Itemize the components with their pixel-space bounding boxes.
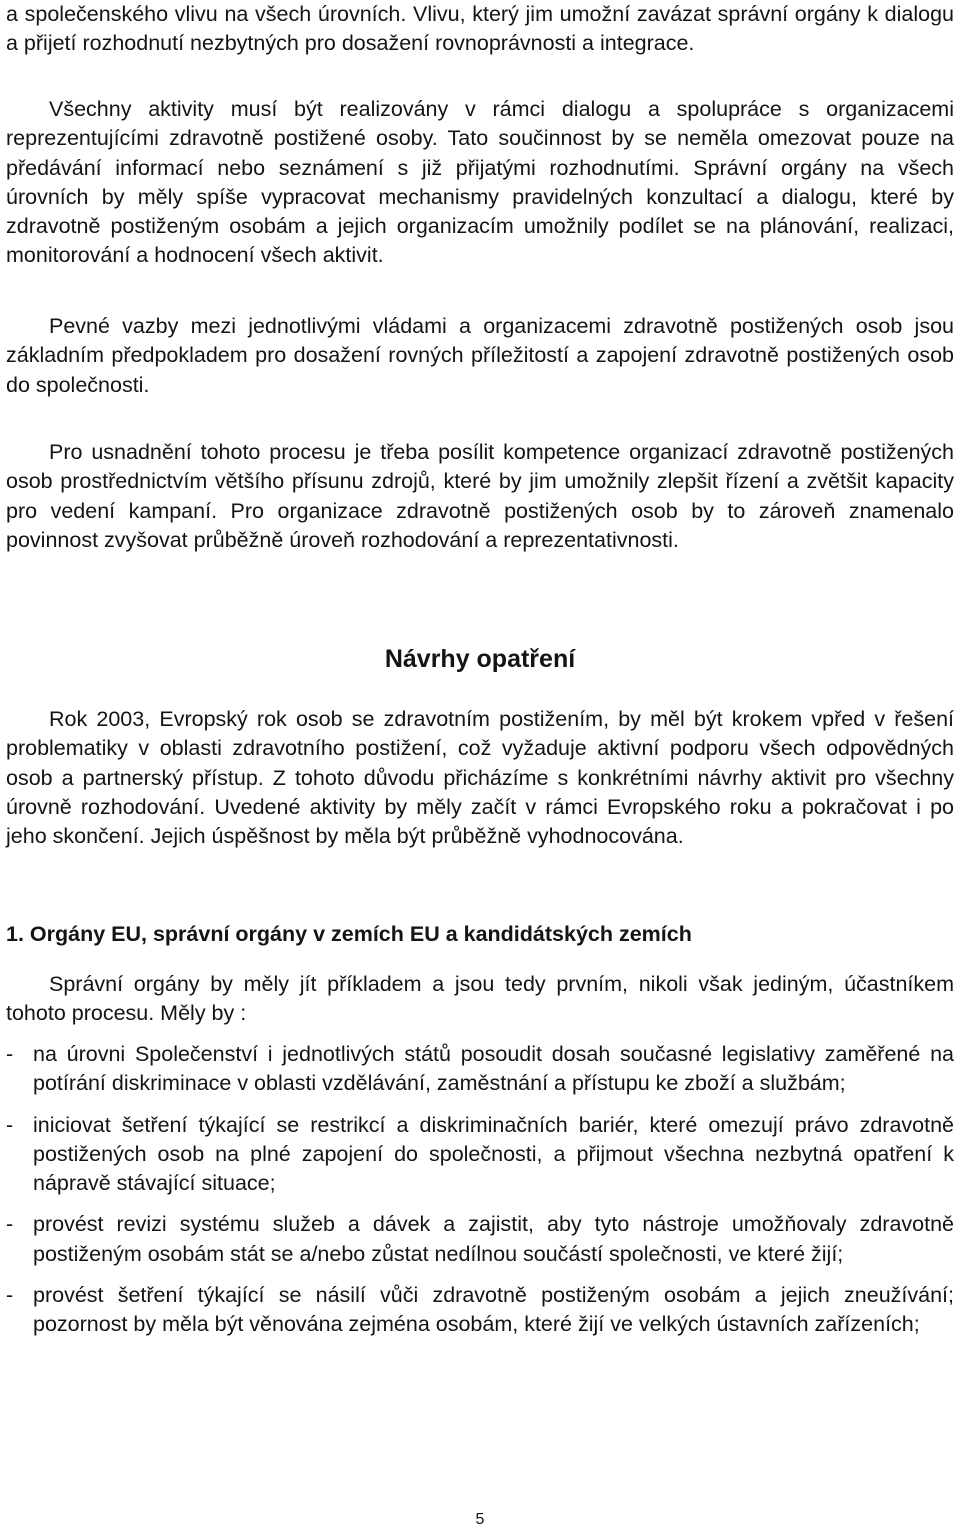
list-item-text: iniciovat šetření týkající se restrikcí a diskriminačních bariér, které omezují právo zdravotně postižených osob na plné zapojení do společnosti, a přijmout všechna nezbytná opatření k nápravě stávající situace;	[33, 1112, 954, 1196]
section-heading: Návrhy opatření	[384, 645, 576, 673]
paragraph-dialogue: Všechny aktivity musí být realizovány v rámci dialogu a spolupráce s organizacemi reprezentujícími zdravotně postižené osoby. Tato součinnost by se neměla omezovat pouze na předávání informací nebo seznámení s již přijatými rozhodnutími. Správní orgány na všech úrovních by měly spíše vypracovat mechanismy pravidelných konzultací a dialogu, které by zdravotně postiženým osobám a jejich organizacím umožnily podílet se na plánování, realizaci, monitorování a hodnocení všech aktivit.	[6, 97, 954, 268]
list-dash: -	[6, 1283, 14, 1308]
paragraph-authorities: Správní orgány by měly jít příkladem a jsou tedy prvním, nikoli však jediným, účastníkem tohoto procesu. Měly by :	[6, 972, 954, 1026]
paragraph-competences: Pro usnadnění tohoto procesu je třeba posílit kompetence organizací zdravotně postižených osob prostřednictvím většího přísunu zdrojů, které by jim umožnily zlepšit řízení a zvětšit kapacity pro vedení kampaní. Pro organizace zdravotně postižených osob by to zároveň znamenalo povinnost zvyšovat průběžně úroveň rozhodování a reprezentativnosti.	[6, 440, 954, 552]
paragraph-year-2003: Rok 2003, Evropský rok osob se zdravotním postižením, by měl být krokem vpřed v řešení problematiky v oblasti zdravotního postižení, což vyžaduje aktivní podporu všech odpovědných osob a partnerský přístup. Z tohoto důvodu přicházíme s konkrétními návrhy aktivit pro všechny úrovně rozhodování. Uvedené aktivity by měly začít v rámci Evropského roku a pokračovat i po jeho skončení. Jejich úspěšnost by měla být průběžně vyhodnocována.	[6, 707, 954, 849]
list-item	[6, 1040, 954, 1099]
list-item	[6, 1111, 954, 1199]
list-item-text: provést šetření týkající se násilí vůči zdravotně postiženým osobám a jejich zneužívání; pozornost by měla být věnována zejména osobám, které žijí ve velkých ústavních zařízeních;	[33, 1283, 954, 1337]
list-dash: -	[6, 1112, 14, 1137]
paragraph-ties: Pevné vazby mezi jednotlivými vládami a organizacemi zdravotně postižených osob jsou základním předpokladem pro dosažení rovných příležitostí a zapojení zdravotně postižených osob do společnosti.	[6, 314, 954, 397]
list-dash: -	[6, 1212, 14, 1237]
measures-list	[6, 1040, 954, 1352]
list-dash: -	[6, 1042, 14, 1066]
page-number: 5	[475, 1511, 485, 1528]
list-item-text: na úrovni Společenství i jednotlivých států posoudit dosah současné legislativy zaměřené na potírání diskriminace v oblasti vzdělávání, zaměstnání a přístupu ke zboží a službám;	[33, 1042, 954, 1096]
subsection-heading: 1. Orgány EU, správní orgány v zemích EU a kandidátských zemích	[6, 922, 692, 946]
list-item	[6, 1281, 954, 1340]
paragraph-continuation: a společenského vlivu na všech úrovních. Vlivu, který jim umožní zavázat správní orgány k dialogu a přijetí rozhodnutí nezbytných pro dosažení rovnoprávnosti a integrace.	[6, 2, 954, 56]
list-item	[6, 1210, 954, 1269]
list-item-text: provést revizi systému služeb a dávek a zajistit, aby tyto nástroje umožňovaly zdravotně postiženým osobám stát se a/nebo zůstat nedílnou součástí společnosti, ve které žijí;	[33, 1212, 954, 1266]
